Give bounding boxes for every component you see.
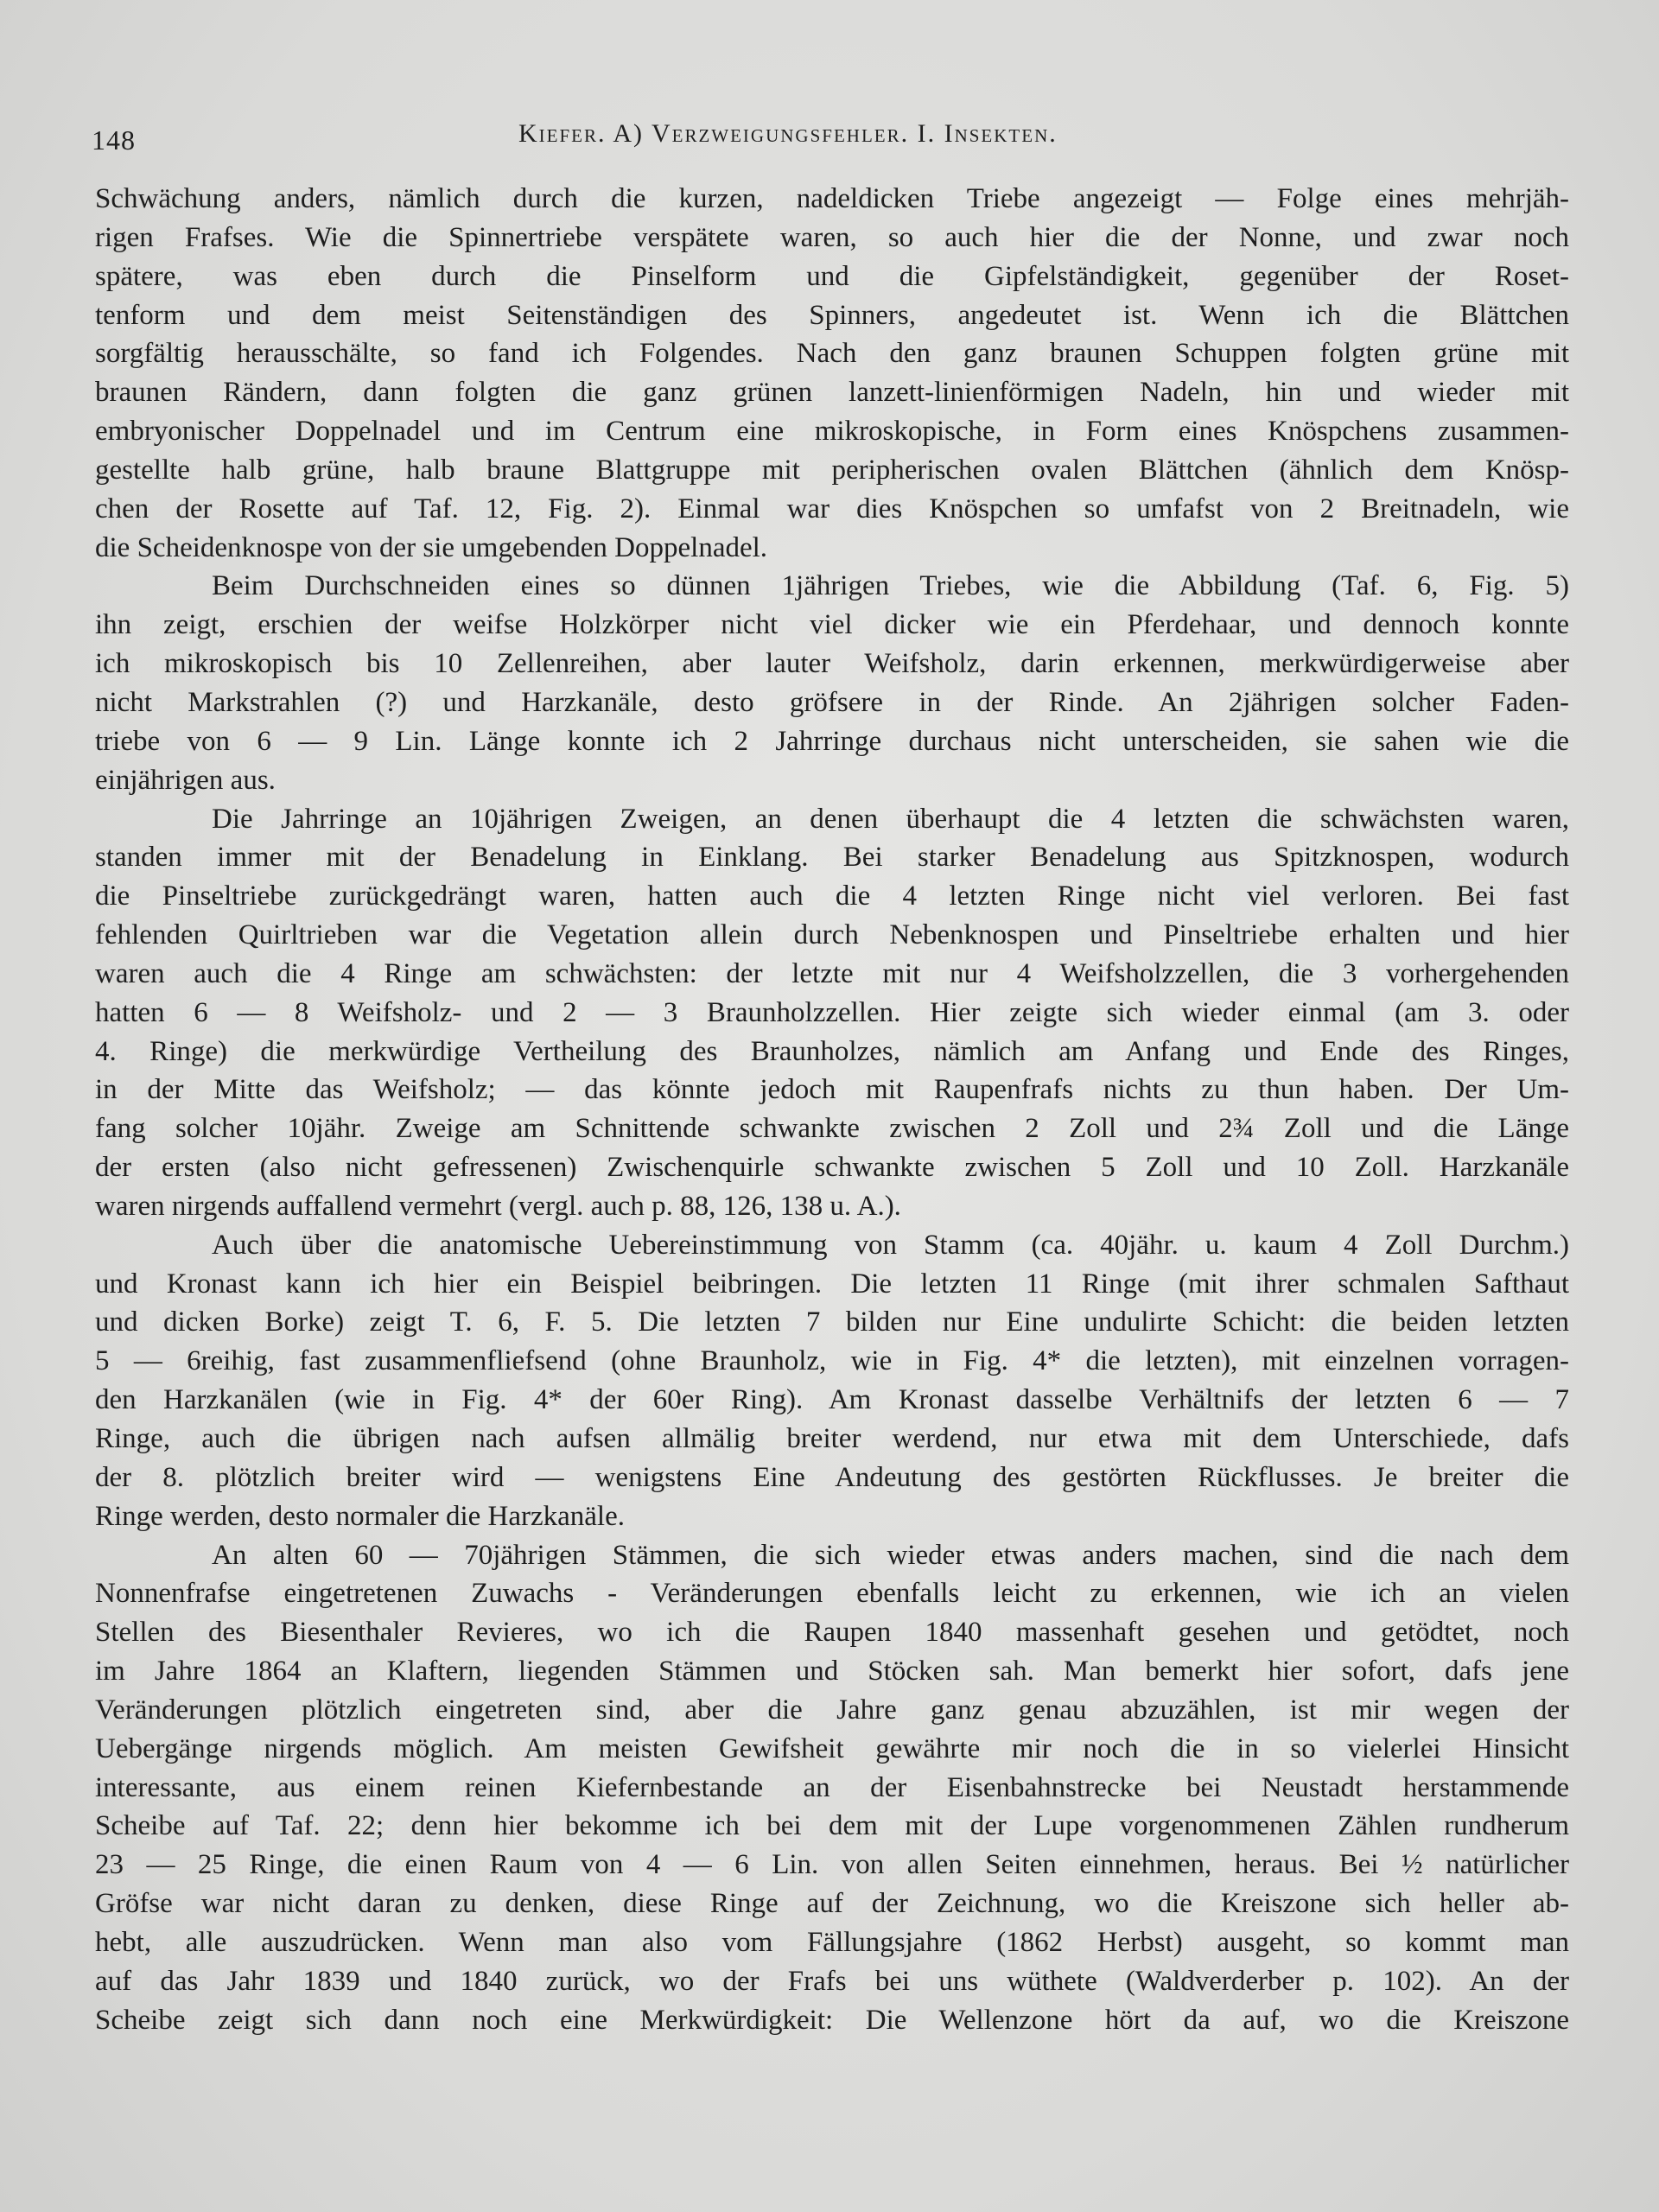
- text-line: Nonnenfrafse eingetretenen Zuwachs - Veränderungen ebenfalls leicht zu erkennen, wie ich an vielen: [95, 1578, 1569, 1610]
- text-line: interessante, aus einem reinen Kiefernbestande an der Eisenbahnstrecke bei Neustadt herstammende: [95, 1771, 1569, 1803]
- text-line: An alten 60 — 70jährigen Stämmen, die sich wieder etwas anders machen, sind die nach dem: [212, 1539, 1569, 1571]
- text-line: Scheibe auf Taf. 22; denn hier bekomme ich bei dem mit der Lupe vorgenommenen Zählen rundherum: [95, 1810, 1569, 1842]
- text-line: rigen Frafses. Wie die Spinnertriebe verspätete waren, so auch hier die der Nonne, und zwar noch: [95, 221, 1569, 253]
- text-line: tenform und dem meist Seitenständigen des Spinners, angedeutet ist. Wenn ich die Blättchen: [95, 299, 1569, 331]
- running-head: Kiefer. A) Verzweigungsfehler. I. Insekten.: [518, 119, 1058, 148]
- text-line: und dicken Borke) zeigt T. 6, F. 5. Die letzten 7 bilden nur Eine undulirte Schicht: die beiden letzten: [95, 1306, 1569, 1338]
- text-line: waren auch die 4 Ringe am schwächsten: der letzte mit nur 4 Weifsholzzellen, die 3 vorhergehenden: [95, 957, 1569, 989]
- text-line: der 8. plötzlich breiter wird — wenigstens Eine Andeutung des gestörten Rückflusses. Je breiter die: [95, 1461, 1569, 1493]
- text-line: Beim Durchschneiden eines so dünnen 1jährigen Triebes, wie die Abbildung (Taf. 6, Fig. 5): [212, 570, 1569, 602]
- text-line: triebe von 6 — 9 Lin. Länge konnte ich 2 Jahrringe durchaus nicht unterscheiden, sie sahen wie die: [95, 725, 1569, 757]
- text-line: im Jahre 1864 an Klaftern, liegenden Stämmen und Stöcken sah. Man bemerkt hier sofort, dafs jene: [95, 1656, 1569, 1688]
- text-line: einjährigen aus.: [95, 764, 276, 796]
- text-line: Stellen des Biesenthaler Revieres, wo ich die Raupen 1840 massenhaft gesehen und getödtet, noch: [95, 1617, 1569, 1649]
- text-line: 5 — 6reihig, fast zusammenfliefsend (ohne Braunholz, wie in Fig. 4* die letzten), mit einzelnen vorragen-: [95, 1345, 1569, 1377]
- text-line: Gröfse war nicht daran zu denken, diese Ringe auf der Zeichnung, wo die Kreiszone sich heller ab-: [95, 1888, 1569, 1920]
- text-line: hatten 6 — 8 Weifsholz- und 2 — 3 Braunholzzellen. Hier zeigte sich wieder einmal (am 3. oder: [95, 996, 1569, 1028]
- text-line: den Harzkanälen (wie in Fig. 4* der 60er Ring). Am Kronast dasselbe Verhältnifs der letzten 6 — 7: [95, 1384, 1569, 1416]
- text-line: braunen Rändern, dann folgten die ganz grünen lanzett-linienförmigen Nadeln, hin und wieder mit: [95, 377, 1569, 409]
- text-line: Scheibe zeigt sich dann noch eine Merkwürdigkeit: Die Wellenzone hört da auf, wo die Kreiszone: [95, 2004, 1569, 2036]
- page-number: 148: [92, 124, 136, 156]
- text-line: Veränderungen plötzlich eingetreten sind, aber die Jahre ganz genau abzuzählen, ist mir wegen der: [95, 1694, 1569, 1726]
- text-line: 23 — 25 Ringe, die einen Raum von 4 — 6 Lin. von allen Seiten einnehmen, heraus. Bei ½ natürlicher: [95, 1849, 1569, 1881]
- text-line: die Scheidenknospe von der sie umgebenden Doppelnadel.: [95, 531, 768, 563]
- text-line: standen immer mit der Benadelung in Einklang. Bei starker Benadelung aus Spitzknospen, wodurch: [95, 842, 1569, 874]
- text-line: der ersten (also nicht gefressenen) Zwischenquirle schwankte zwischen 5 Zoll und 10 Zoll. Harzkanäle: [95, 1152, 1569, 1184]
- text-line: auf das Jahr 1839 und 1840 zurück, wo der Frafs bei uns wüthete (Waldverderber p. 102). An der: [95, 1965, 1569, 1997]
- text-line: fehlenden Quirltrieben war die Vegetation allein durch Nebenknospen und Pinseltriebe erhalten und hier: [95, 919, 1569, 951]
- text-line: chen der Rosette auf Taf. 12, Fig. 2). Einmal war dies Knöspchen so umfafst von 2 Breitnadeln, wie: [95, 493, 1569, 524]
- text-line: waren nirgends auffallend vermehrt (vergl. auch p. 88, 126, 138 u. A.).: [95, 1190, 901, 1222]
- text-line: nicht Markstrahlen (?) und Harzkanäle, desto gröfsere in der Rinde. An 2jährigen solcher Faden-: [95, 686, 1569, 718]
- text-line: Uebergänge nirgends möglich. Am meisten Gewifsheit gewährte mir noch die in so vielerlei Hinsicht: [95, 1732, 1569, 1764]
- text-line: sorgfältig herausschälte, so fand ich Folgendes. Nach den ganz braunen Schuppen folgten grüne mit: [95, 338, 1569, 370]
- text-line: Auch über die anatomische Uebereinstimmung von Stamm (ca. 40jähr. u. kaum 4 Zoll Durchm.): [212, 1229, 1569, 1261]
- page-header: [92, 119, 1569, 162]
- text-line: spätere, was eben durch die Pinselform und die Gipfelständigkeit, gegenüber der Roset-: [95, 260, 1569, 292]
- text-line: Ringe, auch die übrigen nach aufsen allmälig breiter werdend, nur etwa mit dem Unterschiede, dafs: [95, 1423, 1569, 1454]
- text-line: 4. Ringe) die merkwürdige Vertheilung des Braunholzes, nämlich am Anfang und Ende des Ringes,: [95, 1035, 1569, 1067]
- text-line: Schwächung anders, nämlich durch die kurzen, nadeldicken Triebe angezeigt — Folge eines mehrjäh-: [95, 183, 1569, 214]
- text-line: fang solcher 10jähr. Zweige am Schnittende schwankte zwischen 2 Zoll und 2¾ Zoll und die Länge: [95, 1113, 1569, 1145]
- text-line: Ringe werden, desto normaler die Harzkanäle.: [95, 1500, 625, 1532]
- text-line: embryonischer Doppelnadel und im Centrum eine mikroskopische, in Form eines Knöspchens zusammen-: [95, 416, 1569, 448]
- text-line: und Kronast kann ich hier ein Beispiel beibringen. Die letzten 11 Ringe (mit ihrer schmalen Safthaut: [95, 1268, 1569, 1300]
- text-line: in der Mitte das Weifsholz; — das könnte jedoch mit Raupenfrafs nichts zu thun haben. Der Um-: [95, 1074, 1569, 1106]
- text-line: ich mikroskopisch bis 10 Zellenreihen, aber lauter Weifsholz, darin erkennen, merkwürdigerweise aber: [95, 648, 1569, 680]
- text-line: die Pinseltriebe zurückgedrängt waren, hatten auch die 4 letzten Ringe nicht viel verloren. Bei fast: [95, 880, 1569, 912]
- text-line: gestellte halb grüne, halb braune Blattgruppe mit peripherischen ovalen Blättchen (ähnlich dem Knösp-: [95, 454, 1569, 486]
- body-text: [95, 180, 1569, 2040]
- text-line: ihn zeigt, erschien der weifse Holzkörper nicht viel dicker wie ein Pferdehaar, und dennoch konnte: [95, 609, 1569, 641]
- text-line: Die Jahrringe an 10jährigen Zweigen, an denen überhaupt die 4 letzten die schwächsten waren,: [212, 803, 1569, 835]
- text-line: hebt, alle auszudrücken. Wenn man also vom Fällungsjahre (1862 Herbst) ausgeht, so kommt man: [95, 1926, 1569, 1958]
